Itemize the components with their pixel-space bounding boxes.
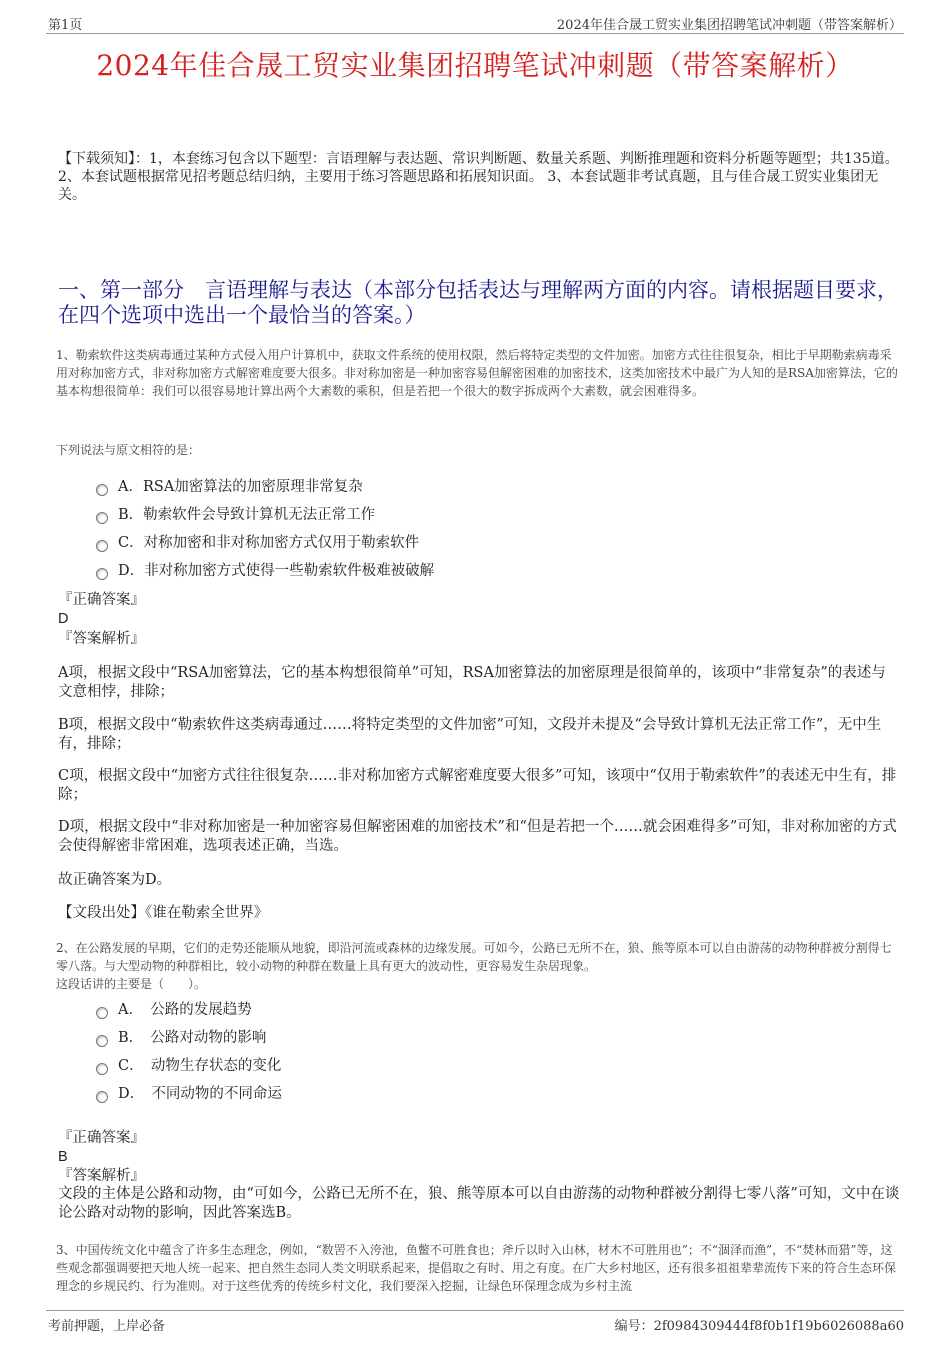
correct-answer: D: [58, 611, 69, 627]
question-1-options: [96, 473, 796, 585]
option-c[interactable]: C． 动物生存状态的变化: [96, 1052, 796, 1080]
analysis-conclusion: 故正确答案为D。: [58, 872, 172, 888]
question-1-prompt: 下列说法与原文相符的是：: [56, 443, 201, 457]
section-heading: 一、第一部分 言语理解与表达（本部分包括表达与理解两方面的内容。请根据题目要求，在四个选项中选出一个最恰当的答案。）: [58, 278, 898, 327]
option-a[interactable]: A．RSA加密算法的加密原理非常复杂: [96, 473, 796, 501]
download-notice: 【下载须知】：1，本套练习包含以下题型：言语理解与表达题、常识判断题、数量关系题、判断推理题和资料分析题等题型；共135道。 2、本套试题根据常见招考题总结归纳，主要用于练习答题思路和拓展知识面。 3、本套试题非考试真题，且与佳合晟工贸实业集团无关。: [58, 151, 899, 203]
option-d[interactable]: D．非对称加密方式使得一些勒索软件极难被破解: [96, 557, 796, 585]
analysis-item-a: A项，根据文段中“RSA加密算法，它的基本构想很简单”可知，RSA加密算法的加密原理是很简单的，该项中“非常复杂”的表述与文意相悖，排除；: [58, 665, 886, 700]
answer-label: 『正确答案』: [58, 592, 145, 608]
radio-button[interactable]: [96, 1035, 108, 1047]
option-b[interactable]: B． 公路对动物的影响: [96, 1024, 796, 1052]
header-divider: [46, 33, 904, 34]
option-b[interactable]: B．勒索软件会导致计算机无法正常工作: [96, 501, 796, 529]
question-1-stem: 1、勒索软件这类病毒通过某种方式侵入用户计算机中，获取文件系统的使用权限，然后将特定类型的文件加密。加密方式往往很复杂，相比于早期勒索病毒采用对称加密方式，非对称加密方式解密难度要大很多。非对称加密是一种加密容易但解密困难的加密技术，这类加密技术中最广为人知的是RSA加密算法，它的基本构想很简单：我们可以很容易地计算出两个大素数的乘积，但是若把一个很大的数字拆成两个大素数，就会困难得多。: [56, 348, 898, 398]
option-d[interactable]: D． 不同动物的不同命运: [96, 1080, 796, 1108]
analysis-item-d: D项，根据文段中“非对称加密是一种加密容易但解密困难的加密技术”和“但是若把一个……就会困难得多”可知，非对称加密的方式会使得解密非常困难，选项表述正确，当选。: [58, 819, 897, 854]
radio-button[interactable]: [96, 540, 108, 552]
page-number: 第1页: [48, 18, 83, 33]
analysis-item-c: C项，根据文段中“加密方式往往很复杂……非对称加密方式解密难度要大很多”可知，该项中“仅用于勒索软件”的表述无中生有，排除；: [58, 768, 897, 803]
radio-button[interactable]: [96, 512, 108, 524]
radio-button[interactable]: [96, 1063, 108, 1075]
radio-button[interactable]: [96, 1091, 108, 1103]
question-2-options: [96, 996, 796, 1108]
radio-button[interactable]: [96, 484, 108, 496]
analysis-text: 文段的主体是公路和动物，由“可如今，公路已无所不在，狼、熊等原本可以自由游荡的动物种群被分割得七零八落”可知，文中在谈论公路对动物的影响，因此答案选B。: [58, 1186, 900, 1221]
question-2-stem: 2、在公路发展的早期，它们的走势还能顺从地貌，即沿河流或森林的边缘发展。可如今，公路已无所不在，狼、熊等原本可以自由游荡的动物种群被分割得七零八落。与大型动物的种群相比，较小动物的种群在数量上具有更大的波动性，更容易发生杂居现象。: [56, 941, 892, 973]
question-3-stem: 3、中国传统文化中蕴含了许多生态理念，例如，“数罟不入洿池，鱼鳖不可胜食也；斧斤以时入山林，材木不可胜用也”；不“涸泽而渔”，不“焚林而猎”等，这些观念都强调要把天地人统一起来、把自然生态同人类文明联系起来，提倡取之有时、用之有度。在广大乡村地区，还有很多祖祖辈辈流传下来的符合生态环保理念的乡规民约、行为准则。对于这些优秀的传统乡村文化，我们要深入挖掘，让绿色环保理念成为乡村主流: [56, 1243, 897, 1293]
analysis-label: 『答案解析』: [58, 1168, 145, 1184]
document-code: 编号：2f0984309444f8f0b1f19b6026088a60: [614, 1319, 904, 1334]
option-a[interactable]: A． 公路的发展趋势: [96, 996, 796, 1024]
text-source: 【文段出处】《谁在勒索全世界》: [58, 905, 269, 921]
correct-answer: B: [58, 1149, 68, 1165]
radio-button[interactable]: [96, 1007, 108, 1019]
answer-label: 『正确答案』: [58, 1130, 145, 1146]
footer-divider: [46, 1310, 904, 1311]
option-c[interactable]: C．对称加密和非对称加密方式仅用于勒索软件: [96, 529, 796, 557]
analysis-item-b: B项，根据文段中“勒索软件这类病毒通过……将特定类型的文件加密”可知，文段并未提及“会导致计算机无法正常工作”，无中生有，排除；: [58, 717, 882, 752]
footer-slogan: 考前押题，上岸必备: [48, 1319, 166, 1334]
page-title: 2024年佳合晟工贸实业集团招聘笔试冲刺题（带答案解析）: [96, 49, 854, 82]
analysis-label: 『答案解析』: [58, 631, 145, 647]
question-2-prompt: 这段话讲的主要是（ ）。: [56, 977, 207, 991]
header-doc-title: 2024年佳合晟工贸实业集团招聘笔试冲刺题（带答案解析）: [556, 18, 902, 33]
radio-button[interactable]: [96, 568, 108, 580]
